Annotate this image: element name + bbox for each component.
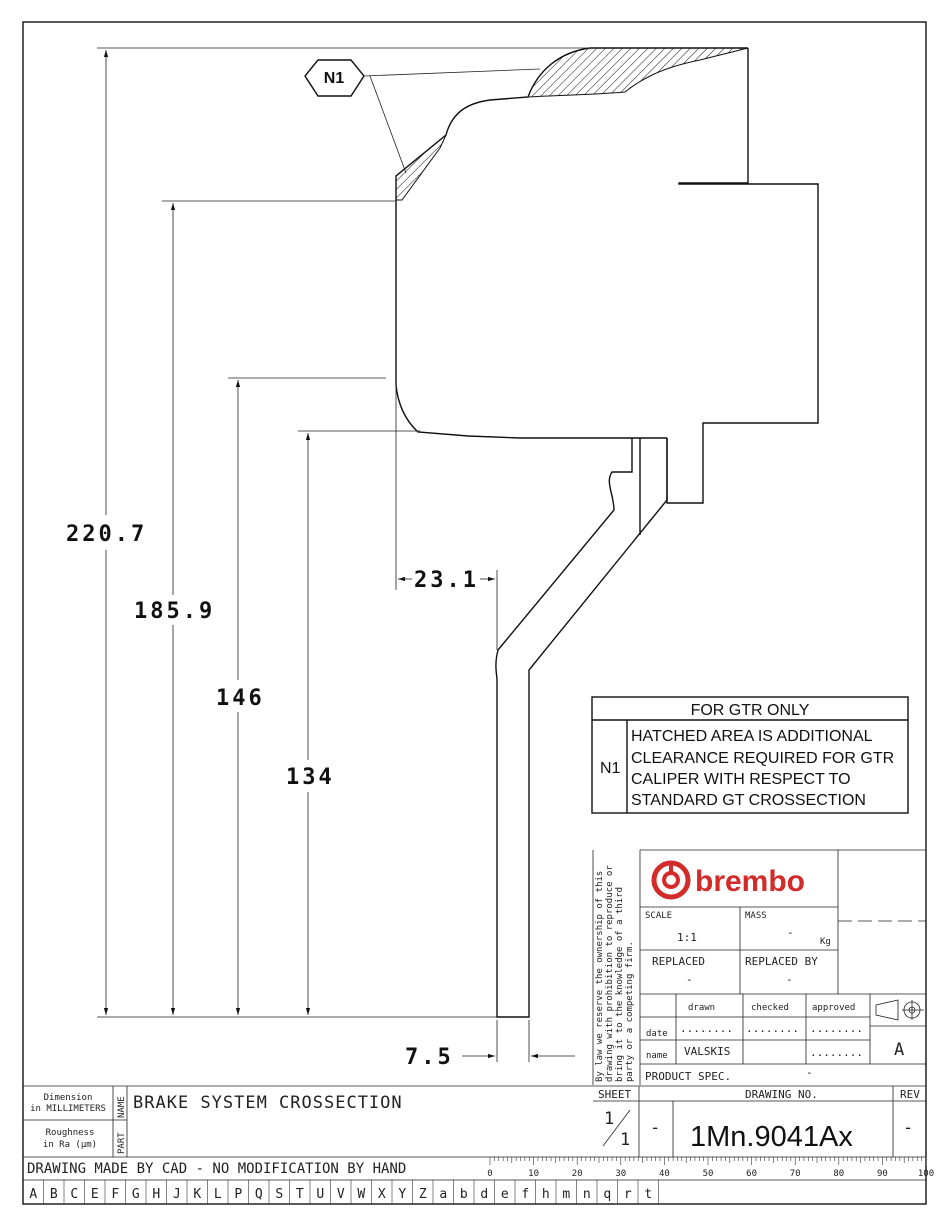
svg-text:REV: REV — [900, 1088, 920, 1101]
letter-index: a — [439, 1187, 448, 1202]
ruler-label: 0 — [487, 1169, 493, 1179]
svg-text:........: ........ — [810, 1022, 863, 1035]
dimension-7-5: 7.5 — [405, 1045, 454, 1070]
letter-index: Y — [398, 1187, 407, 1202]
svg-text:checked: checked — [751, 1003, 789, 1013]
svg-text:N1: N1 — [600, 760, 621, 777]
svg-text:HATCHED AREA IS ADDITIONAL: HATCHED AREA IS ADDITIONAL — [631, 728, 873, 745]
svg-text:-: - — [903, 1118, 915, 1138]
svg-text:bring it to the knowledge of a: bring it to the knowledge of a third — [615, 886, 625, 1082]
letter-index: X — [377, 1187, 386, 1202]
letter-index: C — [70, 1187, 79, 1202]
ruler-label: 90 — [876, 1169, 888, 1179]
dimension-146: 146 — [216, 686, 265, 711]
svg-text:By law we reserve the ownershi: By law we reserve the ownership of this — [595, 870, 605, 1082]
svg-text:-: - — [787, 926, 794, 939]
letter-index: f — [521, 1187, 530, 1202]
note-table — [592, 697, 908, 813]
letter-index-row — [29, 1180, 658, 1204]
letter-index: E — [90, 1187, 99, 1202]
letter-index: q — [603, 1187, 612, 1202]
svg-text:MASS: MASS — [745, 911, 767, 921]
svg-text:........: ........ — [680, 1022, 733, 1035]
ruler-label: 60 — [746, 1169, 758, 1179]
letter-index: Q — [254, 1187, 263, 1202]
svg-text:FOR GTR ONLY: FOR GTR ONLY — [690, 702, 810, 719]
dimension-185-9: 185.9 — [134, 599, 216, 624]
dimension-220-7: 220.7 — [66, 522, 148, 547]
letter-index: A — [29, 1187, 38, 1202]
letter-index: h — [541, 1187, 550, 1202]
svg-text:CLEARANCE REQUIRED FOR GTR: CLEARANCE REQUIRED FOR GTR — [631, 750, 895, 767]
svg-text:drawing with prohibition to re: drawing with prohibition to reproduce or — [605, 865, 615, 1082]
letter-index: e — [500, 1187, 509, 1202]
svg-text:Dimension: Dimension — [43, 1093, 93, 1103]
svg-text:PART: PART — [117, 1132, 127, 1154]
svg-text:CALIPER WITH RESPECT TO: CALIPER WITH RESPECT TO — [631, 771, 851, 788]
svg-text:SCALE: SCALE — [645, 911, 673, 921]
svg-text:in MILLIMETERS: in MILLIMETERS — [30, 1104, 106, 1114]
letter-index: n — [582, 1187, 591, 1202]
drawing-number: 1Mn.9041Ax — [690, 1121, 853, 1153]
svg-text:-: - — [786, 973, 793, 986]
svg-text:REPLACED: REPLACED — [652, 955, 705, 968]
svg-text:-: - — [806, 1066, 813, 1079]
svg-text:Roughness: Roughness — [45, 1128, 95, 1138]
svg-text:in Ra (µm): in Ra (µm) — [42, 1140, 98, 1150]
ruler-label: 70 — [789, 1169, 801, 1179]
letter-index: Z — [418, 1187, 427, 1202]
svg-text:STANDARD GT CROSSECTION: STANDARD GT CROSSECTION — [631, 792, 866, 809]
letter-index: P — [234, 1187, 243, 1202]
scale-ruler — [487, 1157, 934, 1179]
svg-text:brembo: brembo — [695, 865, 806, 898]
svg-text:-: - — [650, 1118, 662, 1138]
ruler-label: 30 — [615, 1169, 627, 1179]
cad-note: DRAWING MADE BY CAD - NO MODIFICATION BY HAND — [27, 1161, 407, 1177]
ruler-label: 40 — [658, 1169, 670, 1179]
letter-index: U — [316, 1187, 325, 1202]
svg-text:PRODUCT SPEC.: PRODUCT SPEC. — [645, 1070, 732, 1083]
letter-index: L — [213, 1187, 222, 1202]
letter-index: T — [295, 1187, 304, 1202]
svg-text:DRAWING NO.: DRAWING NO. — [745, 1088, 818, 1101]
letter-index: d — [480, 1187, 489, 1202]
letter-index: F — [111, 1187, 120, 1202]
ruler-label: 80 — [833, 1169, 845, 1179]
svg-text:party or a competing firm.: party or a competing firm. — [625, 941, 635, 1082]
svg-text:-: - — [686, 973, 693, 986]
svg-text:1:1: 1:1 — [677, 931, 697, 944]
title-block — [23, 850, 926, 1180]
svg-text:name: name — [646, 1051, 668, 1061]
svg-text:N1: N1 — [323, 70, 345, 87]
ruler-label: 50 — [702, 1169, 714, 1179]
projection-symbol-icon — [876, 1000, 924, 1020]
letter-index: H — [152, 1187, 161, 1202]
letter-index: b — [459, 1187, 468, 1202]
brembo-logo — [654, 863, 805, 898]
ruler-label: 100 — [917, 1169, 935, 1179]
rev-mark: A — [894, 1040, 906, 1060]
svg-text:SHEET: SHEET — [598, 1088, 632, 1101]
part-name: BRAKE SYSTEM CROSSECTION — [133, 1093, 403, 1113]
letter-index: t — [644, 1187, 653, 1202]
letter-index: B — [49, 1187, 58, 1202]
svg-text:NAME: NAME — [117, 1096, 127, 1118]
letter-index: S — [275, 1187, 284, 1202]
svg-text:........: ........ — [810, 1046, 863, 1059]
dimension-23-1: 23.1 — [414, 568, 479, 593]
ruler-label: 10 — [528, 1169, 540, 1179]
svg-text:drawn: drawn — [688, 1003, 716, 1013]
svg-text:Kg: Kg — [820, 937, 831, 947]
letter-index: V — [336, 1187, 345, 1202]
ruler-label: 20 — [571, 1169, 583, 1179]
svg-text:VALSKIS: VALSKIS — [684, 1045, 731, 1058]
letter-index: J — [172, 1187, 181, 1202]
hatched-area-top — [528, 48, 748, 97]
svg-text:approved: approved — [812, 1003, 856, 1013]
svg-text:REPLACED BY: REPLACED BY — [745, 955, 818, 968]
hatched-area-left — [396, 135, 446, 200]
letter-index: G — [131, 1187, 140, 1202]
letter-index: K — [193, 1187, 202, 1202]
letter-index: W — [357, 1187, 366, 1202]
svg-text:1: 1 — [604, 1109, 616, 1129]
letter-index: r — [623, 1187, 632, 1202]
letter-index: m — [562, 1187, 571, 1202]
svg-text:........: ........ — [746, 1022, 799, 1035]
dimension-lines — [97, 48, 590, 1062]
dimension-134: 134 — [286, 765, 335, 790]
svg-text:1: 1 — [620, 1130, 632, 1150]
svg-text:date: date — [646, 1029, 668, 1039]
